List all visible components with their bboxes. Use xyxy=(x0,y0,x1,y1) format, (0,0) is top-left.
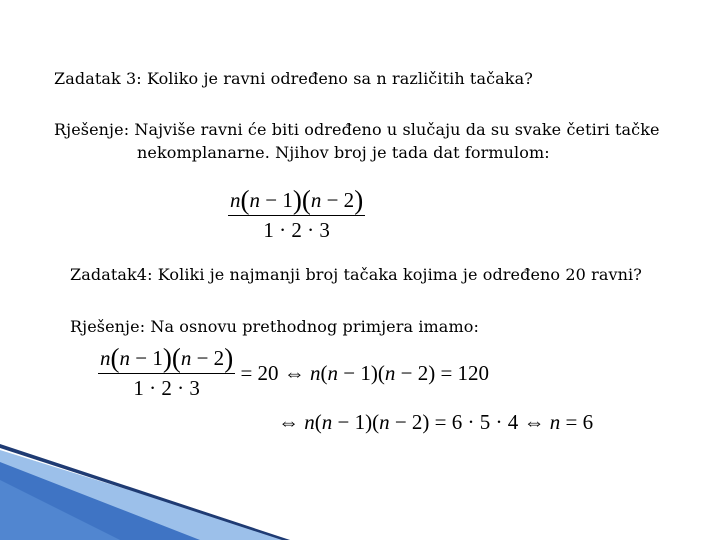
equation-rhs-1: = 20 ⇔ n(n − 1)(n − 2) = 120 xyxy=(240,361,490,385)
task3-solution-line1: Rješenje: Najviše ravni će biti određeno u slučaju da su svake četiri tačke xyxy=(54,120,660,139)
formula2-numerator: n(n − 1)(n − 2) xyxy=(100,343,234,373)
formula-denominator: 1 · 2 · 3 xyxy=(263,218,330,242)
formula-equation-1 xyxy=(98,343,490,401)
task4-solution: Rješenje: Na osnovu prethodnog primjera imamo: xyxy=(70,317,479,336)
formula-equation-2: ⇔ n(n − 1)(n − 2) = 6 · 5 · 4 ⇔ n = 6 xyxy=(278,410,594,434)
task3-solution-line2: nekomplanarne. Njihov broj je tada dat formulom: xyxy=(137,143,550,162)
task3-question: Zadatak 3: Koliko je ravni određeno sa n različitih tačaka? xyxy=(54,69,533,88)
formula-numerator: n(n − 1)(n − 2) xyxy=(230,185,364,215)
task4-question: Zadatak4: Koliki je najmanji broj tačaka kojima je određeno 20 ravni? xyxy=(70,265,642,284)
decorative-swoosh xyxy=(0,440,720,540)
formula2-denominator: 1 · 2 · 3 xyxy=(133,376,200,400)
formula-combination xyxy=(228,185,365,243)
